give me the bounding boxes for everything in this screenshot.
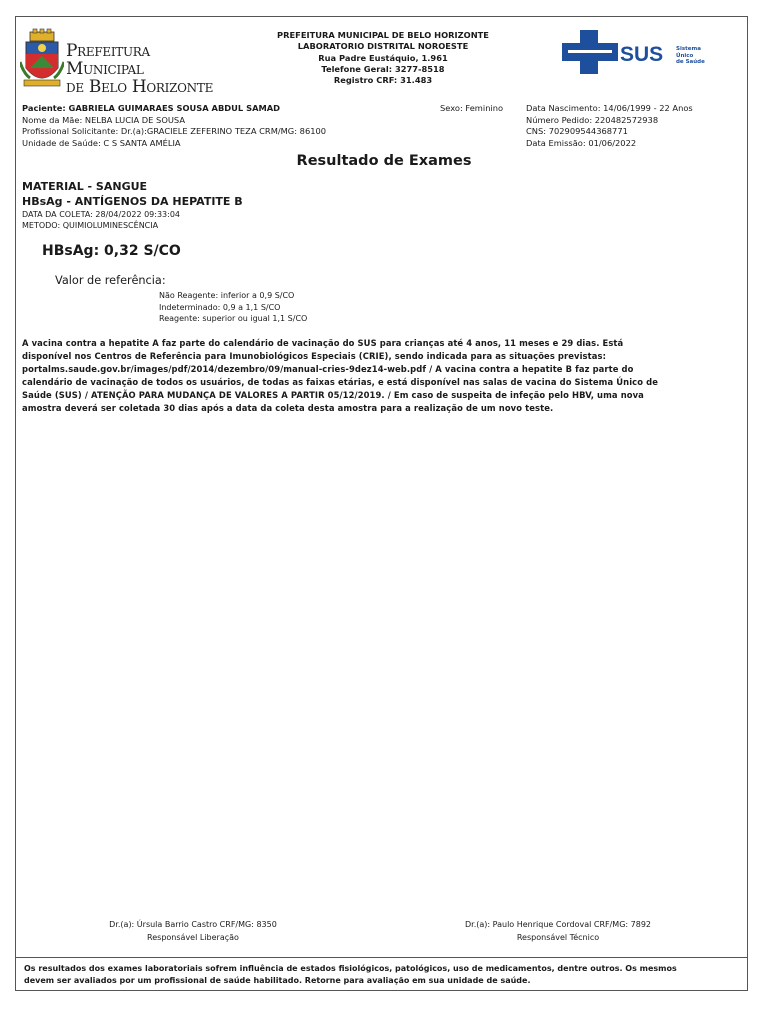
observation-line: calendário de vacinação de todos os usuários, de todas as faixas etárias, e está disponível nas salas de vacina do Sistema Único de bbox=[22, 377, 658, 387]
exam-name: HBsAg - ANTÍGENOS DA HEPATITE B bbox=[22, 195, 243, 208]
lab-header bbox=[238, 30, 528, 86]
issue-date: Data Emissão: 01/06/2022 bbox=[526, 137, 637, 148]
signature-technical-role: Responsável Técnico bbox=[516, 933, 600, 942]
footer-disclaimer bbox=[16, 957, 747, 990]
footer-line-1: Os resultados dos exames laboratoriais sofrem influência de estados fisiológicos, patológicos, uso de medicamentos, dentre outros. Os mesmos bbox=[24, 964, 677, 973]
sus-logo-text: SUS bbox=[620, 43, 664, 66]
exam-method: METODO: QUIMIOLUMINESCÊNCIA bbox=[22, 221, 159, 230]
mother-name: Nome da Mãe: NELBA LUCIA DE SOUSA bbox=[22, 114, 186, 125]
reference-nonreactive: Não Reagente: inferior a 0,9 S/CO bbox=[159, 291, 295, 300]
page-title: Resultado de Exames bbox=[296, 153, 472, 169]
sus-logo-subtitle bbox=[676, 46, 705, 66]
pbh-logo-line1: Prefeitura Municipal bbox=[66, 41, 150, 79]
exam-header bbox=[22, 179, 243, 231]
exam-material: MATERIAL - SANGUE bbox=[22, 180, 148, 193]
sus-logo bbox=[560, 30, 710, 82]
pbh-logo-text bbox=[66, 42, 230, 96]
observation-line: A vacina contra a hepatite A faz parte do calendário de vacinação do SUS para crianças até 4 anos, 11 meses e 29 dias. Está bbox=[22, 338, 624, 348]
signature-release bbox=[73, 918, 313, 944]
birth-date: Data Nascimento: 14/06/1999 - 22 Anos bbox=[526, 103, 693, 113]
patient-info-left bbox=[22, 103, 326, 149]
signature-technical-name: Dr.(a): Paulo Henrique Cordoval CRF/MG: 7892 bbox=[464, 920, 651, 929]
observation-text bbox=[22, 337, 744, 415]
reference-indeterminate: Indeterminado: 0,9 a 1,1 S/CO bbox=[159, 302, 281, 312]
reference-reactive: Reagente: superior ou igual 1,1 S/CO bbox=[159, 314, 308, 323]
footer-line-2: devem ser avaliados por um profissional de saúde habilitado. Retorne para avaliação em sua unidade de saúde. bbox=[24, 975, 531, 985]
signature-technical bbox=[438, 918, 678, 944]
sus-sub-2: Único bbox=[676, 52, 694, 59]
collection-date: DATA DA COLETA: 28/04/2022 09:33:04 bbox=[22, 210, 180, 219]
patient-sex-text: Sexo: Feminino bbox=[440, 103, 504, 113]
header-line-5: Registro CRF: 31.483 bbox=[333, 75, 433, 86]
sus-sub-3: de Saúde bbox=[676, 59, 705, 65]
requesting-professional: Profissional Solicitante: Dr.(a):GRACIELE ZEFERINO TEZA CRM/MG: 86100 bbox=[22, 126, 327, 136]
pbh-logo-line2: de Belo Horizonte bbox=[66, 77, 214, 97]
order-number: Número Pedido: 220482572938 bbox=[526, 114, 659, 125]
header-line-3: Rua Padre Eustáquio, 1.961 bbox=[318, 52, 448, 63]
patient-name: Paciente: GABRIELA GUIMARAES SOUSA ABDUL SAMAD bbox=[22, 103, 281, 113]
patient-sex bbox=[440, 103, 503, 115]
city-crest-icon bbox=[20, 28, 64, 90]
observation-line: disponível nos Centros de Referência para Imunobiológicos Especiais (CRIE), sendo indicada para as situações previstas: bbox=[22, 351, 607, 361]
cns-number: CNS: 702909544368771 bbox=[526, 126, 628, 136]
pbh-logo bbox=[20, 28, 230, 97]
header-line-1: PREFEITURA MUNICIPAL DE BELO HORIZONTE bbox=[277, 30, 489, 40]
exam-result: HBsAg: 0,32 S/CO bbox=[42, 243, 181, 259]
reference-label: Valor de referência: bbox=[55, 274, 166, 287]
header-line-4: Telefone Geral: 3277-8518 bbox=[321, 63, 445, 74]
sus-sub-1: Sistema bbox=[676, 46, 701, 52]
observation-line: Saúde (SUS) / ATENÇÃO PARA MUDANÇA DE VALORES A PARTIR 05/12/2019. / Em caso de suspeita de infeção pelo HBV, uma nova bbox=[22, 390, 644, 400]
signature-release-role: Responsável Liberação bbox=[147, 933, 239, 942]
signature-release-name: Dr.(a): Úrsula Barrio Castro CRF/MG: 8350 bbox=[109, 920, 277, 929]
sus-cross-icon bbox=[562, 30, 618, 74]
observation-line: amostra deverá ser coletada 30 dias após a data da coleta desta amostra para a realização de um novo teste. bbox=[22, 403, 554, 413]
observation-line: portalms.saude.gov.br/images/pdf/2014/dezembro/09/manual-cries-9dez14-web.pdf / A vacina contra a hepatite B faz parte do bbox=[22, 364, 634, 374]
patient-info-right bbox=[526, 103, 693, 149]
header-line-2: LABORATORIO DISTRITAL NOROESTE bbox=[297, 41, 469, 52]
health-unit: Unidade de Saúde: C S SANTA AMÉLIA bbox=[22, 137, 181, 148]
reference-values bbox=[159, 290, 307, 325]
